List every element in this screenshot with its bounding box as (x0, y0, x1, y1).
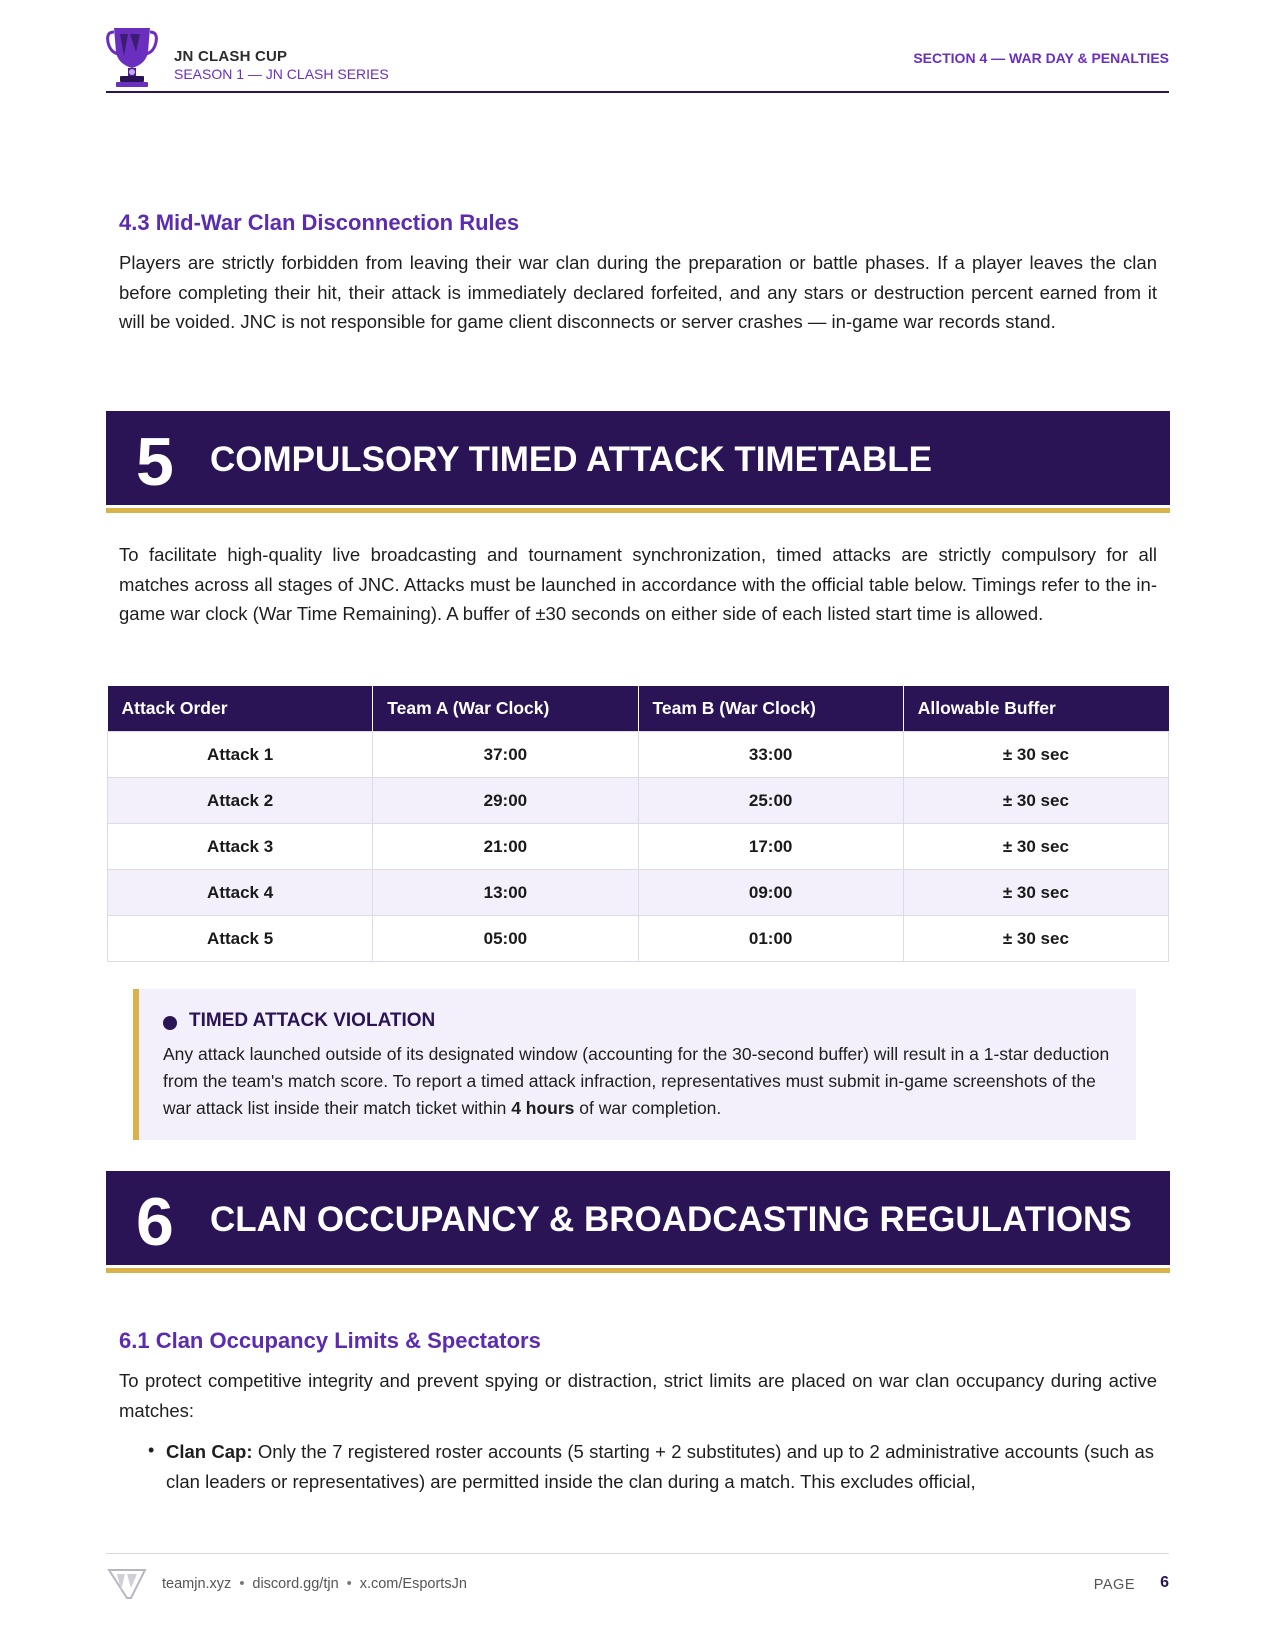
callout-title: TIMED ATTACK VIOLATION (189, 1010, 436, 1031)
callout-text-part: Any attack launched outside of its designated window (accounting for the 30-second buffer) will result in a 1-star deduction from the team's match score. To report a timed attack infraction, representatives must submit in-game screenshots of the war attack list inside their match ticket within (163, 1044, 1110, 1118)
list-item-text: Only the 7 registered roster accounts (5 starting + 2 substitutes) and up to 2 administrative accounts (such as clan leaders or representatives) are permitted inside the clan during a match. This excludes official, (166, 1441, 1154, 1492)
x-link[interactable]: x.com/EsportsJn (359, 1576, 467, 1592)
doc-subtitle: SEASON 1 — JN CLASH SERIES (174, 66, 389, 82)
section-5-title: COMPULSORY TIMED ATTACK TIMETABLE (210, 440, 932, 479)
table-row (108, 732, 1169, 778)
section-4-3-heading: 4.3 Mid-War Clan Disconnection Rules (119, 210, 520, 235)
table-cell: ± 30 sec (903, 916, 1168, 962)
section-6-1-heading: 6.1 Clan Occupancy Limits & Spectators (119, 1328, 541, 1353)
list-bullet-icon: • (148, 1440, 155, 1460)
section-5-paragraph: To facilitate high-quality live broadcasting and tournament synchronization, timed attacks are strictly compulsory for all matches across all stages of JNC. Attacks must be launched in accordance with the official table below. Timings refer to the in-game war clock (War Time Remaining). A buffer of ±30 seconds on either side of each listed start time is allowed. (119, 544, 1157, 624)
clan-cap-list-item (166, 1437, 1154, 1496)
section-label: SECTION 4 — WAR DAY & PENALTIES (913, 50, 1169, 66)
table-cell: 29:00 (373, 778, 638, 824)
section-6-number: 6 (136, 1184, 174, 1260)
table-cell: 21:00 (373, 824, 638, 870)
table-cell: 13:00 (373, 870, 638, 916)
table-header-row (108, 686, 1169, 732)
team-logo-icon (107, 1566, 147, 1600)
section-6-title: CLAN OCCUPANCY & BROADCASTING REGULATIONS (210, 1200, 1132, 1239)
table-row (108, 778, 1169, 824)
violation-callout (133, 989, 1136, 1140)
discord-link[interactable]: discord.gg/tjn (252, 1576, 339, 1592)
section-5-banner (106, 411, 1170, 505)
separator: • (239, 1576, 245, 1592)
section-5-number: 5 (136, 424, 174, 500)
callout-text (163, 1041, 1113, 1122)
table-cell: 01:00 (638, 916, 903, 962)
table-row (108, 824, 1169, 870)
website-link[interactable]: teamjn.xyz (162, 1576, 232, 1592)
table-cell: Attack 3 (108, 824, 373, 870)
section-6-banner (106, 1171, 1170, 1265)
section-4-3-paragraph: Players are strictly forbidden from leaving their war clan during the preparation or battle phases. If a player leaves the clan before completing their hit, their attack is immediately declared forfeited, and any stars or destruction percent earned from it will be voided. JNC is not responsible for game client disconnects or server crashes — in-game war records stand. (119, 252, 1157, 332)
header-divider (106, 91, 1169, 93)
page-number: 6 (1160, 1574, 1169, 1591)
table-cell: 25:00 (638, 778, 903, 824)
table-cell: 05:00 (373, 916, 638, 962)
callout-emphasis: 4 hours (511, 1098, 575, 1118)
trophy-logo-icon (106, 22, 158, 88)
table-header-cell: Team B (War Clock) (638, 686, 903, 732)
list-item-label: Clan Cap: (166, 1441, 253, 1462)
section-5-accent-bar (106, 508, 1170, 513)
table-cell: 17:00 (638, 824, 903, 870)
separator: • (346, 1576, 352, 1592)
table-cell: Attack 1 (108, 732, 373, 778)
table-cell: ± 30 sec (903, 870, 1168, 916)
footer-divider (106, 1553, 1169, 1554)
table-cell: Attack 5 (108, 916, 373, 962)
table-header-cell: Allowable Buffer (903, 686, 1168, 732)
table-cell: Attack 4 (108, 870, 373, 916)
doc-title: JN CLASH CUP (174, 48, 288, 65)
table-cell: ± 30 sec (903, 732, 1168, 778)
timed-attack-table (107, 686, 1169, 962)
table-cell: 09:00 (638, 870, 903, 916)
table-cell: Attack 2 (108, 778, 373, 824)
section-6-1-paragraph: To protect competitive integrity and prevent spying or distraction, strict limits are placed on war clan occupancy during active matches: (119, 1370, 1157, 1421)
section-6-accent-bar (106, 1268, 1170, 1273)
footer-links (162, 1576, 467, 1592)
table-header-cell: Attack Order (108, 686, 373, 732)
callout-text-part: of war completion. (574, 1098, 722, 1118)
page-label: PAGE (1093, 1577, 1135, 1593)
table-cell: ± 30 sec (903, 824, 1168, 870)
table-cell: 37:00 (373, 732, 638, 778)
table-cell: 33:00 (638, 732, 903, 778)
table-row (108, 870, 1169, 916)
table-header-cell: Team A (War Clock) (373, 686, 638, 732)
table-row (108, 916, 1169, 962)
bullet-dot-icon (163, 1016, 177, 1030)
table-cell: ± 30 sec (903, 778, 1168, 824)
